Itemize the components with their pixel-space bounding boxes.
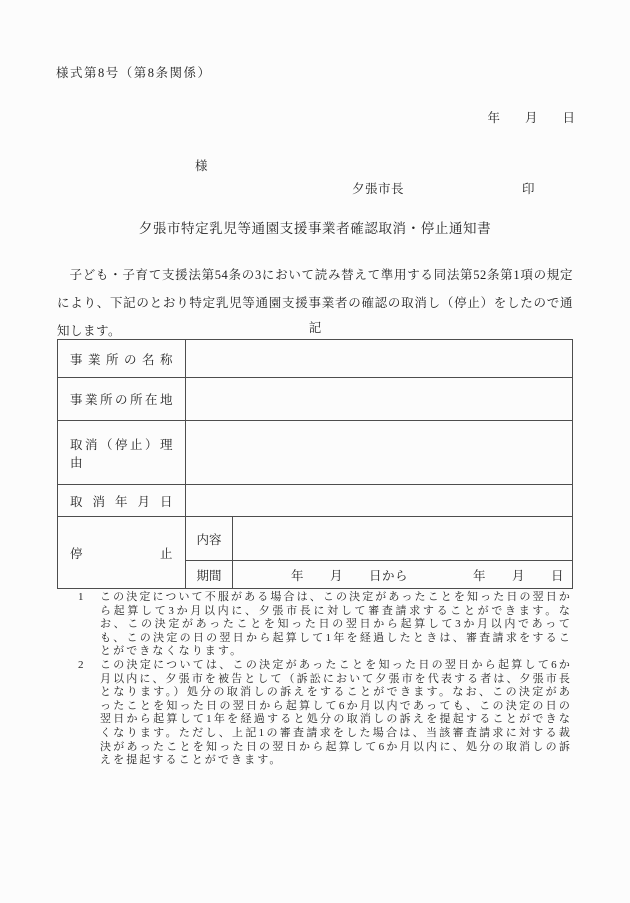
table-row <box>58 340 573 378</box>
suspension-period-label: 期間 <box>186 561 233 589</box>
note-text-appeal: この決定について不服がある場合は、この決定があったことを知った日の翌日から起算して3か月以内に、夕張市長に対して審査請求することができます。なお、この決定があったことを知った日の翌日から起算して3か月以内であっても、この決定の日の翌日から起算して1年を経過したときは、審査請求をすることができなくなります。 <box>100 591 572 658</box>
table-row <box>58 485 573 517</box>
note-text-lawsuit: この決定については、この決定があったことを知った日の翌日から起算して6か月以内に、夕張市を被告として（訴訟において夕張市を代表する者は、夕張市長となります。）処分の取消しの訴えをすることができます。なお、この決定があったことを知った日の翌日から起算して6か月以内であっても、この決定の日の翌日から起算して1年を経過すると処分の取消しの訴えを提起することができなくなります。ただし、上記1の審査請求をした場合は、当該審査請求に対する裁決があったことを知った日の翌日から起算して6か月以内に、処分の取消しの訴えを提起することができます。 <box>100 658 572 767</box>
suspension-content-label: 内容 <box>186 517 233 561</box>
note-number: 1 <box>78 591 84 603</box>
issuer-seal-mark: 印 <box>522 182 535 196</box>
note-number: 2 <box>78 658 84 671</box>
note-item <box>78 659 572 768</box>
row-label-business-address: 事業所の所在地 <box>58 378 186 421</box>
row-label-business-name: 事業所の名称 <box>58 340 186 378</box>
row-value-business-address <box>186 378 573 421</box>
table-row <box>58 421 573 485</box>
document-title: 夕張市特定乳児等通園支援事業者確認取消・停止通知書 <box>138 221 492 236</box>
table-row <box>58 517 573 561</box>
form-number: 様式第8号（第8条関係） <box>56 66 212 80</box>
row-value-revocation-reason <box>186 421 573 485</box>
suspension-label: 停止 <box>58 517 186 589</box>
notes-section <box>78 591 572 768</box>
body-paragraph: 子ども・子育て支援法第54条の3において読み替えて準用する同法第52条第1項の規定により、下記のとおり特定乳児等通園支援事業者の確認の取消し（停止）をしたので通知します。 <box>57 268 573 338</box>
addressee-honorific: 様 <box>195 159 208 173</box>
row-value-revocation-date <box>186 485 573 517</box>
table-row <box>58 378 573 421</box>
note-item <box>78 591 572 659</box>
record-marker: 記 <box>308 321 322 335</box>
suspension-content-cell <box>233 517 573 561</box>
row-label-revocation-date: 取消年月日 <box>58 485 186 517</box>
suspension-period-cell: 年 月 日から 年 月 日 <box>233 561 573 589</box>
row-label-revocation-reason: 取消（停止）理由 <box>58 421 186 485</box>
row-value-business-name <box>186 340 573 378</box>
issuer-name: 夕張市長 <box>352 182 405 196</box>
notice-table <box>57 339 573 589</box>
issue-date-line: 年 月 日 <box>487 111 575 125</box>
